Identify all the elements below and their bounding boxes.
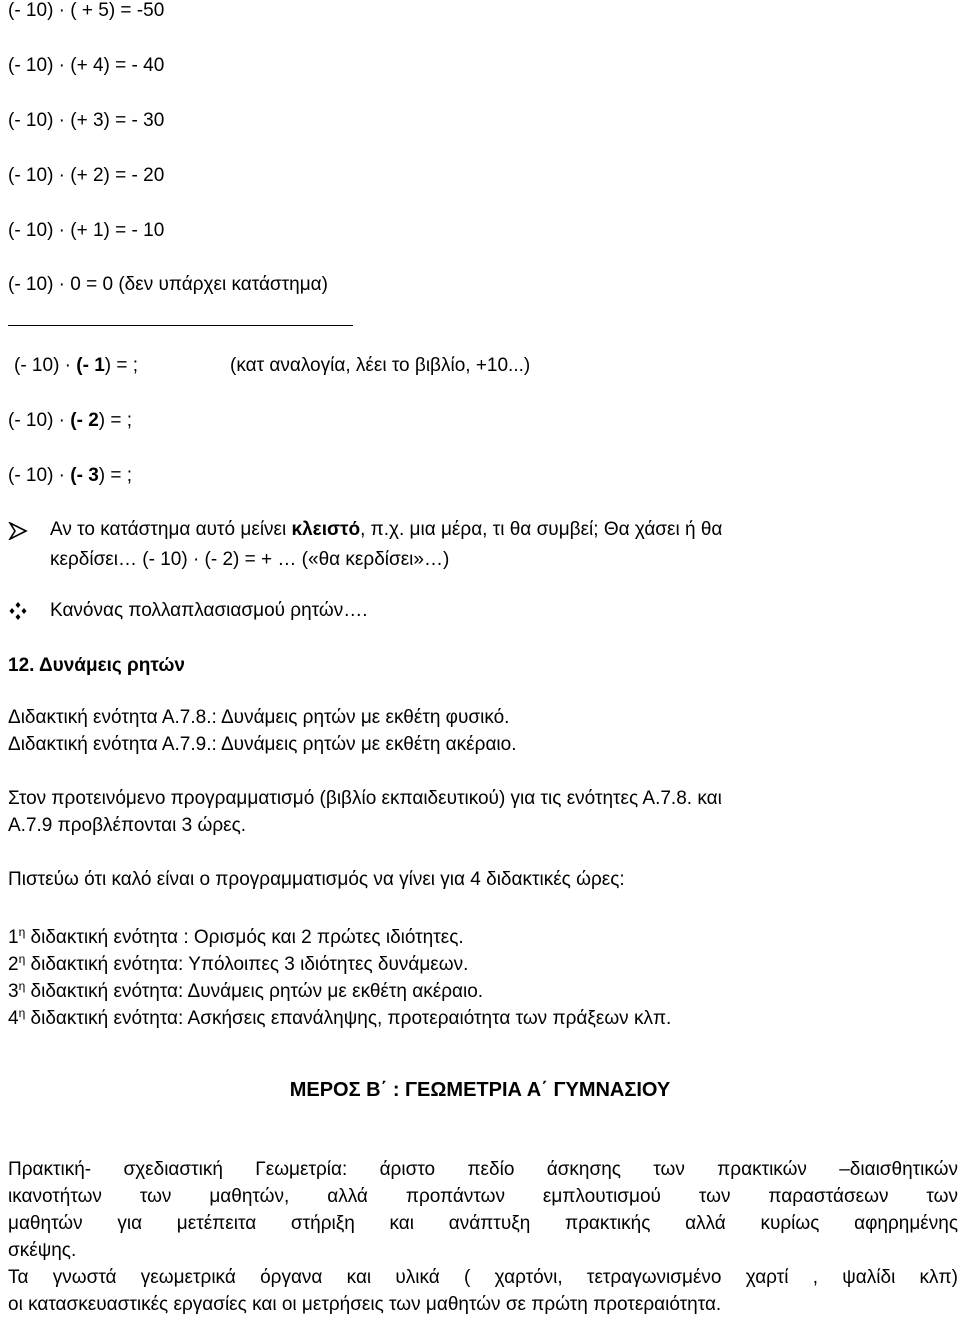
hour-item [8, 975, 483, 1003]
negative-row-bold: (- 3 [70, 465, 99, 486]
unit-line: Διδακτική ενότητα Α.7.9.: Δυνάμεις ρητών με εκθέτη ακέραιο. [8, 734, 517, 755]
paragraph-line: οι κατασκευαστικές εργασίες και οι μετρήσεις των μαθητών σε πρώτη προτεραιότητα. [8, 1294, 722, 1315]
belief-line: Πιστεύω ότι καλό είναι ο προγραμματισμός να γίνει για 4 διδακτικές ώρες: [8, 869, 625, 890]
negative-row [8, 410, 132, 432]
bullet-text-post: , π.χ. μια μέρα, τι θα συμβεί; Θα χάσει ή θα [360, 519, 723, 540]
equation-row: (- 10) · (+ 1) = - 10 [8, 220, 165, 241]
paragraph-line: σκέψης. [8, 1240, 77, 1261]
bullet-rule-text: Κανόνας πολλαπλασιασμού ρητών…. [50, 600, 368, 621]
hour-text: διδακτική ενότητα : Ορισμός και 2 πρώτες ιδιότητες. [25, 927, 464, 948]
separator-line [8, 325, 353, 326]
negative-row [14, 355, 531, 377]
hour-item [8, 1002, 671, 1030]
hour-number: 2 [8, 954, 19, 975]
hour-text: διδακτική ενότητα: Ασκήσεις επανάληψης, προτεραιότητα των πράξεων κλπ. [25, 1008, 672, 1029]
bullet-text-pre: Αν το κατάστημα αυτό μείνει [50, 519, 292, 540]
section-heading: 12. Δυνάμεις ρητών [8, 655, 185, 676]
arrowhead-bullet-icon [8, 522, 28, 540]
negative-row-bold: (- 2 [70, 410, 99, 431]
negative-row-suffix: ) = ; [98, 410, 133, 431]
part-b-heading: ΜΕΡΟΣ Β΄ : ΓΕΩΜΕΤΡΙΑ Α΄ ΓΥΜΝΑΣΙΟΥ [289, 1079, 671, 1101]
program-line: Α.7.9 προβλέπονται 3 ώρες. [8, 815, 247, 836]
equation-row: (- 10) · ( + 5) = -50 [8, 0, 165, 21]
negative-row-note: (κατ αναλογία, λέει το βιβλίο, +10...) [230, 355, 531, 376]
hour-sup: η [18, 952, 26, 966]
hour-number: 4 [8, 1008, 19, 1029]
hour-sup: η [18, 1006, 26, 1020]
hour-text: διδακτική ενότητα: Υπόλοιπες 3 ιδιότητες δυνάμεων. [25, 954, 469, 975]
program-line: Στον προτεινόμενο προγραμματισμό (βιβλίο εκπαιδευτικού) για τις ενότητες Α.7.8. και [8, 788, 722, 809]
negative-row-prefix: (- 10) · [14, 355, 77, 376]
negative-row-suffix: ) = ; [98, 465, 133, 486]
paragraph-line: μαθητών για μετέπειτα στήριξη και ανάπτυξη πρακτικής αλλά κυρίως αφηρημένης [8, 1213, 958, 1234]
diamond-bullet-icon [8, 601, 28, 621]
negative-row-bold: (- 1 [76, 355, 105, 376]
negative-row-suffix: ) = ; [104, 355, 139, 376]
bullet-line-2: κερδίσει… (- 10) · (- 2) = + … («θα κερδίσει»…) [50, 549, 450, 570]
paragraph-line: Πρακτική- σχεδιαστική Γεωμετρία: άριστο πεδίο άσκησης των πρακτικών –διαισθητικών [8, 1159, 958, 1180]
negative-row-prefix: (- 10) · [8, 410, 71, 431]
negative-row [8, 465, 132, 487]
bullet-text-bold: κλειστό [291, 519, 361, 540]
equation-row: (- 10) · (+ 4) = - 40 [8, 55, 165, 76]
hour-sup: η [18, 979, 26, 993]
negative-row-prefix: (- 10) · [8, 465, 71, 486]
hour-number: 1 [8, 927, 19, 948]
hour-item [8, 948, 468, 976]
equation-row: (- 10) · (+ 2) = - 20 [8, 165, 165, 186]
paragraph-line: Τα γνωστά γεωμετρικά όργανα και υλικά ( χαρτόνι, τετραγωνισμένο χαρτί , ψαλίδι κλπ) [8, 1267, 958, 1288]
hour-item [8, 921, 464, 949]
unit-line: Διδακτική ενότητα Α.7.8.: Δυνάμεις ρητών με εκθέτη φυσικό. [8, 707, 510, 728]
hour-text: διδακτική ενότητα: Δυνάμεις ρητών με εκθέτη ακέραιο. [25, 981, 484, 1002]
hour-sup: η [18, 925, 26, 939]
equation-row: (- 10) · 0 = 0 (δεν υπάρχει κατάστημα) [8, 274, 328, 295]
equation-row: (- 10) · (+ 3) = - 30 [8, 110, 165, 131]
bullet-line [50, 519, 722, 541]
paragraph-line: ικανοτήτων των μαθητών, αλλά προπάντων εμπλουτισμού των παραστάσεων των [8, 1186, 958, 1207]
hour-number: 3 [8, 981, 19, 1002]
